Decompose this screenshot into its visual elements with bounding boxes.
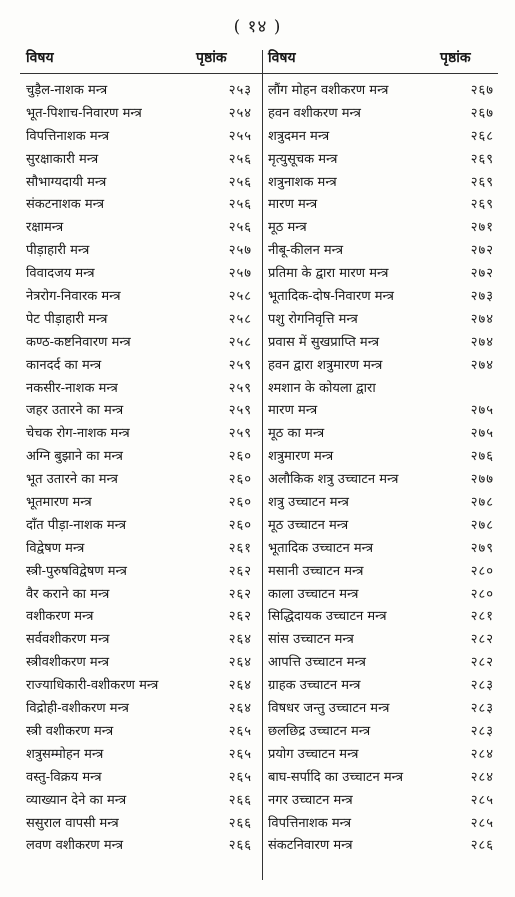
- entry-page-number: २६२: [228, 609, 252, 625]
- contents-entry: [268, 378, 500, 401]
- entry-title: व्याख्यान देने का मन्त्र: [26, 792, 127, 808]
- entry-title: प्रयोग उच्चाटन मन्त्र: [268, 746, 359, 762]
- entry-page-number: २७४: [470, 357, 494, 373]
- entry-page-number: २७७: [470, 472, 494, 488]
- entry-page-number: २८३: [470, 678, 494, 694]
- contents-entry: [26, 515, 258, 538]
- entry-page-number: २५६: [228, 220, 252, 236]
- contents-entry: [268, 217, 500, 240]
- entry-title: अलौकिक शत्रु उच्चाटन मन्त्र: [268, 472, 399, 488]
- entry-title: विपत्तिनाशक मन्त्र: [26, 128, 110, 144]
- entry-title: स्त्रीवशीकरण मन्त्र: [26, 655, 110, 671]
- entry-page-number: २६२: [228, 563, 252, 579]
- entry-page-number: २६६: [228, 815, 252, 831]
- entry-title: नगर उच्चाटन मन्त्र: [268, 792, 353, 808]
- entry-title: शत्रु उच्चाटन मन्त्र: [268, 495, 349, 511]
- entry-title: मृत्युसूचक मन्त्र: [268, 151, 338, 167]
- entry-title: सुरक्षाकारी मन्त्र: [26, 151, 99, 167]
- contents-entry: [26, 698, 258, 721]
- contents-entry: [268, 538, 500, 561]
- entry-title: चुड़ैल-नाशक मन्त्र: [26, 83, 108, 98]
- entry-page-number: २५९: [228, 357, 252, 373]
- entry-title: विवादजय मन्त्र: [26, 266, 95, 282]
- entry-page-number: २५५: [228, 128, 252, 144]
- entry-page-number: २५७: [228, 243, 252, 259]
- contents-entry: [268, 446, 500, 469]
- entry-page-number: २८५: [470, 792, 494, 808]
- entry-title: भूतादिक-दोष-निवारण मन्त्र: [268, 289, 394, 305]
- entry-page-number: २५८: [228, 289, 252, 305]
- entry-page-number: २६५: [228, 723, 252, 739]
- entry-title: स्त्री-पुरुषविद्वेषण मन्त्र: [26, 563, 127, 579]
- contents-entry: [268, 813, 500, 836]
- entry-page-number: २८२: [470, 655, 494, 671]
- contents-entry: [268, 400, 500, 423]
- contents-entry: [26, 790, 258, 813]
- entry-title: लौंग मोहन वशीकरण मन्त्र: [268, 83, 389, 98]
- contents-entry: [26, 813, 258, 836]
- entry-page-number: २७३: [470, 289, 494, 305]
- entry-title: संकटनाशक मन्त्र: [26, 197, 105, 213]
- contents-entry: [268, 675, 500, 698]
- entry-page-number: २८३: [470, 701, 494, 717]
- entry-page-number: २८५: [470, 815, 494, 831]
- entry-page-number: २६९: [470, 174, 494, 190]
- contents-entry: [268, 584, 500, 607]
- column-divider: [262, 50, 263, 880]
- right-subject-header: विषय: [268, 50, 296, 66]
- contents-entry: [268, 240, 500, 263]
- contents-entry: [268, 652, 500, 675]
- entry-title: मूठ उच्चाटन मन्त्र: [268, 517, 349, 533]
- entry-page-number: २८०: [470, 586, 494, 602]
- entry-title: पेट पीड़ाहारी मन्त्र: [26, 311, 108, 327]
- contents-entry: [268, 515, 500, 538]
- left-page-header: पृष्ठांक: [196, 50, 227, 66]
- entry-page-number: २५६: [228, 151, 252, 167]
- contents-entry: [26, 446, 258, 469]
- contents-entry: [26, 194, 258, 217]
- entry-title: भूत उतारने का मन्त्र: [26, 472, 118, 488]
- contents-entry: [268, 492, 500, 515]
- entry-title: विद्वेषण मन्त्र: [26, 540, 85, 556]
- entry-title: शत्रुनाशक मन्त्र: [268, 174, 337, 190]
- contents-entry: [268, 835, 500, 858]
- entry-page-number: २७९: [470, 540, 494, 556]
- entry-title: प्रवास में सुखप्राप्ति मन्त्र: [268, 334, 380, 350]
- entry-title: मारण मन्त्र: [268, 197, 318, 213]
- right-contents-column: [268, 80, 500, 858]
- entry-page-number: २७४: [470, 311, 494, 327]
- entry-title: वस्तु-विक्रय मन्त्र: [26, 769, 102, 785]
- contents-entry: [26, 767, 258, 790]
- entry-title: वैर कराने का मन्त्र: [26, 586, 110, 602]
- entry-page-number: २६०: [228, 449, 252, 465]
- entry-title: नेत्ररोग-निवारक मन्त्र: [26, 289, 121, 305]
- contents-entry: [26, 378, 258, 401]
- entry-page-number: २७५: [470, 403, 494, 419]
- entry-page-number: २७८: [470, 495, 494, 511]
- contents-entry: [26, 538, 258, 561]
- contents-entry: [26, 80, 258, 103]
- entry-page-number: २६४: [228, 701, 252, 717]
- contents-entry: [26, 172, 258, 195]
- entry-title: शत्रुसम्मोहन मन्त्र: [26, 746, 104, 762]
- entry-title: प्रतिमा के द्वारा मारण मन्त्र: [268, 266, 389, 282]
- entry-page-number: २५९: [228, 426, 252, 442]
- entry-title: छलछिद्र उच्चाटन मन्त्र: [268, 723, 371, 739]
- entry-page-number: २५९: [228, 380, 252, 396]
- contents-entry: [268, 744, 500, 767]
- entry-page-number: २६०: [228, 517, 252, 533]
- entry-page-number: २६२: [228, 586, 252, 602]
- entry-title: भूतादिक उच्चाटन मन्त्र: [268, 540, 374, 556]
- contents-entry: [26, 721, 258, 744]
- entry-title: मसानी उच्चाटन मन्त्र: [268, 563, 364, 579]
- contents-entry: [268, 606, 500, 629]
- entry-title: लवण वशीकरण मन्त्र: [26, 838, 124, 854]
- contents-entry: [26, 469, 258, 492]
- entry-page-number: २८०: [470, 563, 494, 579]
- contents-entry: [26, 652, 258, 675]
- contents-entry: [268, 698, 500, 721]
- contents-entry: [268, 561, 500, 584]
- entry-page-number: २७२: [470, 266, 494, 282]
- entry-page-number: २६९: [470, 151, 494, 167]
- contents-entry: [268, 80, 500, 103]
- entry-page-number: २७८: [470, 517, 494, 533]
- contents-entry: [268, 469, 500, 492]
- entry-page-number: २५७: [228, 266, 252, 282]
- entry-title: हवन वशीकरण मन्त्र: [268, 105, 361, 121]
- contents-entry: [26, 492, 258, 515]
- entry-page-number: २८२: [470, 632, 494, 648]
- entry-title: मूठ का मन्त्र: [268, 426, 325, 442]
- entry-title: पीड़ाहारी मन्त्र: [26, 243, 90, 259]
- header-divider: [20, 73, 498, 74]
- entry-page-number: २८३: [470, 723, 494, 739]
- entry-title: स्त्री वशीकरण मन्त्र: [26, 723, 114, 739]
- contents-entry: [26, 263, 258, 286]
- entry-title: कण्ठ-कष्टनिवारण मन्त्र: [26, 334, 131, 350]
- contents-entry: [268, 286, 500, 309]
- entry-page-number: २७४: [470, 334, 494, 350]
- entry-title: भूत-पिशाच-निवारण मन्त्र: [26, 105, 142, 121]
- entry-title: सर्ववशीकरण मन्त्र: [26, 632, 110, 648]
- entry-title: काला उच्चाटन मन्त्र: [268, 586, 359, 602]
- entry-page-number: २७६: [470, 449, 494, 465]
- contents-entry: [26, 629, 258, 652]
- entry-page-number: २६४: [228, 655, 252, 671]
- entry-page-number: २८४: [470, 746, 494, 762]
- entry-title: अग्नि बुझाने का मन्त्र: [26, 449, 123, 465]
- contents-entry: [26, 240, 258, 263]
- entry-title: आपत्ति उच्चाटन मन्त्र: [268, 655, 366, 671]
- entry-page-number: २५६: [228, 174, 252, 190]
- entry-title: वशीकरण मन्त्र: [26, 609, 94, 625]
- entry-page-number: २६६: [228, 838, 252, 854]
- entry-title: शत्रुमारण मन्त्र: [268, 449, 334, 465]
- entry-page-number: २६४: [228, 678, 252, 694]
- contents-entry: [26, 423, 258, 446]
- entry-page-number: २८१: [470, 609, 494, 625]
- contents-entry: [268, 126, 500, 149]
- contents-entry: [268, 721, 500, 744]
- contents-entry: [26, 332, 258, 355]
- entry-page-number: २५६: [228, 197, 252, 213]
- entry-page-number: २६१: [228, 540, 252, 556]
- contents-entry: [26, 126, 258, 149]
- contents-entry: [268, 172, 500, 195]
- entry-title: बाघ-सर्पादि का उच्चाटन मन्त्र: [268, 769, 404, 785]
- entry-title: मूठ मन्त्र: [268, 220, 307, 236]
- entry-page-number: २८६: [470, 838, 494, 854]
- entry-page-number: २६६: [228, 792, 252, 808]
- contents-entry: [26, 103, 258, 126]
- left-subject-header: विषय: [26, 50, 54, 66]
- entry-page-number: २७१: [470, 220, 494, 236]
- entry-page-number: २६५: [228, 769, 252, 785]
- entry-title: सांस उच्चाटन मन्त्र: [268, 632, 354, 648]
- entry-page-number: २७५: [470, 426, 494, 442]
- entry-page-number: २५३: [228, 83, 252, 98]
- entry-title: चेचक रोग-नाशक मन्त्र: [26, 426, 130, 442]
- entry-page-number: २६०: [228, 495, 252, 511]
- entry-title: ससुराल वापसी मन्त्र: [26, 815, 119, 831]
- entry-title: विषधर जन्तु उच्चाटन मन्त्र: [268, 701, 390, 717]
- contents-entry: [26, 584, 258, 607]
- contents-entry: [26, 400, 258, 423]
- entry-title: जहर उतारने का मन्त्र: [26, 403, 124, 419]
- entry-title: मारण मन्त्र: [268, 403, 318, 419]
- entry-page-number: २८४: [470, 769, 494, 785]
- entry-title: शत्रुदमन मन्त्र: [268, 128, 330, 144]
- contents-entry: [26, 217, 258, 240]
- entry-page-number: २६५: [228, 746, 252, 762]
- entry-page-number: २६८: [470, 128, 494, 144]
- contents-entry: [26, 835, 258, 858]
- entry-title: सौभाग्यदायी मन्त्र: [26, 174, 107, 190]
- right-page-header: पृष्ठांक: [440, 50, 471, 66]
- page-number: ( १४ ): [233, 17, 282, 37]
- entry-page-number: २६४: [228, 632, 252, 648]
- entry-title: हवन द्वारा शत्रुमारण मन्त्र: [268, 357, 383, 373]
- contents-entry: [26, 675, 258, 698]
- entry-title: सिद्धिदायक उच्चाटन मन्त्र: [268, 609, 387, 625]
- entry-title: रक्षामन्त्र: [26, 220, 64, 236]
- contents-entry: [268, 790, 500, 813]
- contents-entry: [268, 629, 500, 652]
- entry-title: भूतमारण मन्त्र: [26, 495, 92, 511]
- entry-page-number: २६९: [470, 197, 494, 213]
- contents-entry: [26, 561, 258, 584]
- entry-page-number: २६०: [228, 472, 252, 488]
- contents-entry: [26, 355, 258, 378]
- entry-page-number: २६७: [470, 83, 494, 98]
- entry-title: श्मशान के कोयला द्वारा: [268, 380, 376, 396]
- entry-title: दाँत पीड़ा-नाशक मन्त्र: [26, 517, 126, 533]
- entry-page-number: २५८: [228, 311, 252, 327]
- entry-title: संकटनिवारण मन्त्र: [268, 838, 353, 854]
- contents-entry: [26, 286, 258, 309]
- contents-entry: [268, 263, 500, 286]
- entry-title: ग्राहक उच्चाटन मन्त्र: [268, 678, 361, 694]
- entry-page-number: २५४: [228, 105, 252, 121]
- contents-entry: [26, 309, 258, 332]
- entry-page-number: २५९: [228, 403, 252, 419]
- entry-page-number: २६७: [470, 105, 494, 121]
- contents-entry: [268, 332, 500, 355]
- entry-title: कानदर्द का मन्त्र: [26, 357, 102, 373]
- contents-entry: [268, 355, 500, 378]
- contents-entry: [268, 149, 500, 172]
- entry-title: नीबू-कीलन मन्त्र: [268, 243, 344, 259]
- entry-title: विपत्तिनाशक मन्त्र: [268, 815, 352, 831]
- contents-entry: [268, 767, 500, 790]
- contents-entry: [268, 103, 500, 126]
- entry-page-number: २७२: [470, 243, 494, 259]
- left-contents-column: [26, 80, 258, 858]
- entry-page-number: २५८: [228, 334, 252, 350]
- contents-entry: [268, 309, 500, 332]
- contents-entry: [268, 423, 500, 446]
- contents-entry: [26, 744, 258, 767]
- entry-title: राज्याधिकारी-वशीकरण मन्त्र: [26, 678, 159, 694]
- contents-entry: [26, 606, 258, 629]
- entry-title: पशु रोगनिवृत्ति मन्त्र: [268, 311, 358, 327]
- entry-title: विद्रोही-वशीकरण मन्त्र: [26, 701, 129, 717]
- contents-entry: [26, 149, 258, 172]
- entry-title: नकसीर-नाशक मन्त्र: [26, 380, 118, 396]
- contents-entry: [268, 194, 500, 217]
